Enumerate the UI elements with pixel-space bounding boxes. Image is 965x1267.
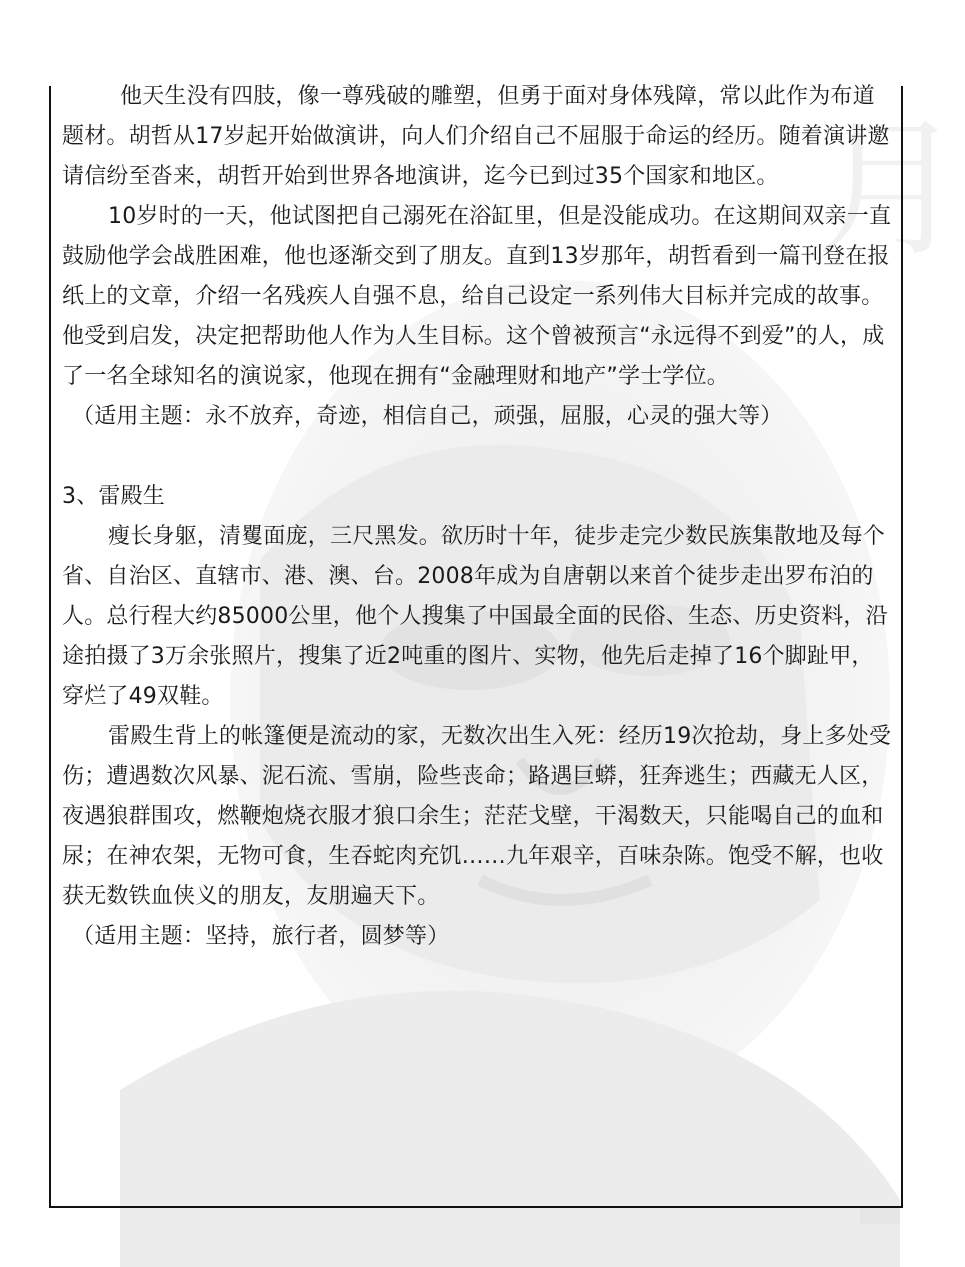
paragraph: 雷殿生背上的帐篷便是流动的家，无数次出生入死：经历19次抢劫，身上多处受伤；遭遇数次风暴、泥石流、雪崩，险些丧命；路遇巨蟒，狂奔逃生；西藏无人区，夜遇狼群围攻，燃鞭炮烧衣服才狼口余生；茫茫戈壁，干渴数天，只能喝自己的血和尿；在神农架，无物可食，生吞蛇肉充饥……九年艰辛，百味杂陈。饱受不解，也收获无数铁血侠义的朋友，友朋遍天下。 bbox=[62, 724, 892, 909]
paragraph: 10岁时的一天，他试图把自己溺死在浴缸里，但是没能成功。在这期间双亲一直鼓励他学会战胜困难，他也逐渐交到了朋友。直到13岁那年，胡哲看到一篇刊登在报纸上的文章，介绍一名残疾人自强不息，给自己设定一系列伟大目标并完成的故事。他受到启发，决定把帮助他人作为人生目标。这个曾被预言“永远得不到爱”的人，成了一名全球知名的演说家，他现在拥有“金融理财和地产”学士学位。 bbox=[62, 204, 892, 389]
article-body bbox=[62, 77, 892, 957]
paragraph: 瘦长身躯，清矍面庞，三尺黑发。欲历时十年，徒步走完少数民族集散地及每个省、自治区、直辖市、港、澳、台。2008年成为自唐朝以来首个徒步走出罗布泊的人。总行程大约85000公里，他个人搜集了中国最全面的民俗、生态、历史资料，沿途拍摄了3万余张照片，搜集了近2吨重的图片、实物，他先后走掉了16个脚趾甲，穿烂了49双鞋。 bbox=[62, 524, 888, 709]
section-heading: 3、雷殿生 bbox=[62, 484, 165, 509]
applicable-themes-note: （适用主题：坚持，旅行者，圆梦等） bbox=[72, 924, 450, 949]
paragraph: 他天生没有四肢，像一尊残破的雕塑，但勇于面对身体残障，常以此作为布道题材。胡哲从17岁起开始做演讲，向人们介绍自己不屈服于命运的经历。随着演讲邀请信纷至沓来，胡哲开始到世界各地演讲，迄今已到过35个国家和地区。 bbox=[62, 84, 890, 189]
applicable-themes-note: （适用主题：永不放弃，奇迹，相信自己，顽强，屈服，心灵的强大等） bbox=[72, 404, 783, 429]
watermark-glyph: 月 bbox=[815, 103, 965, 277]
